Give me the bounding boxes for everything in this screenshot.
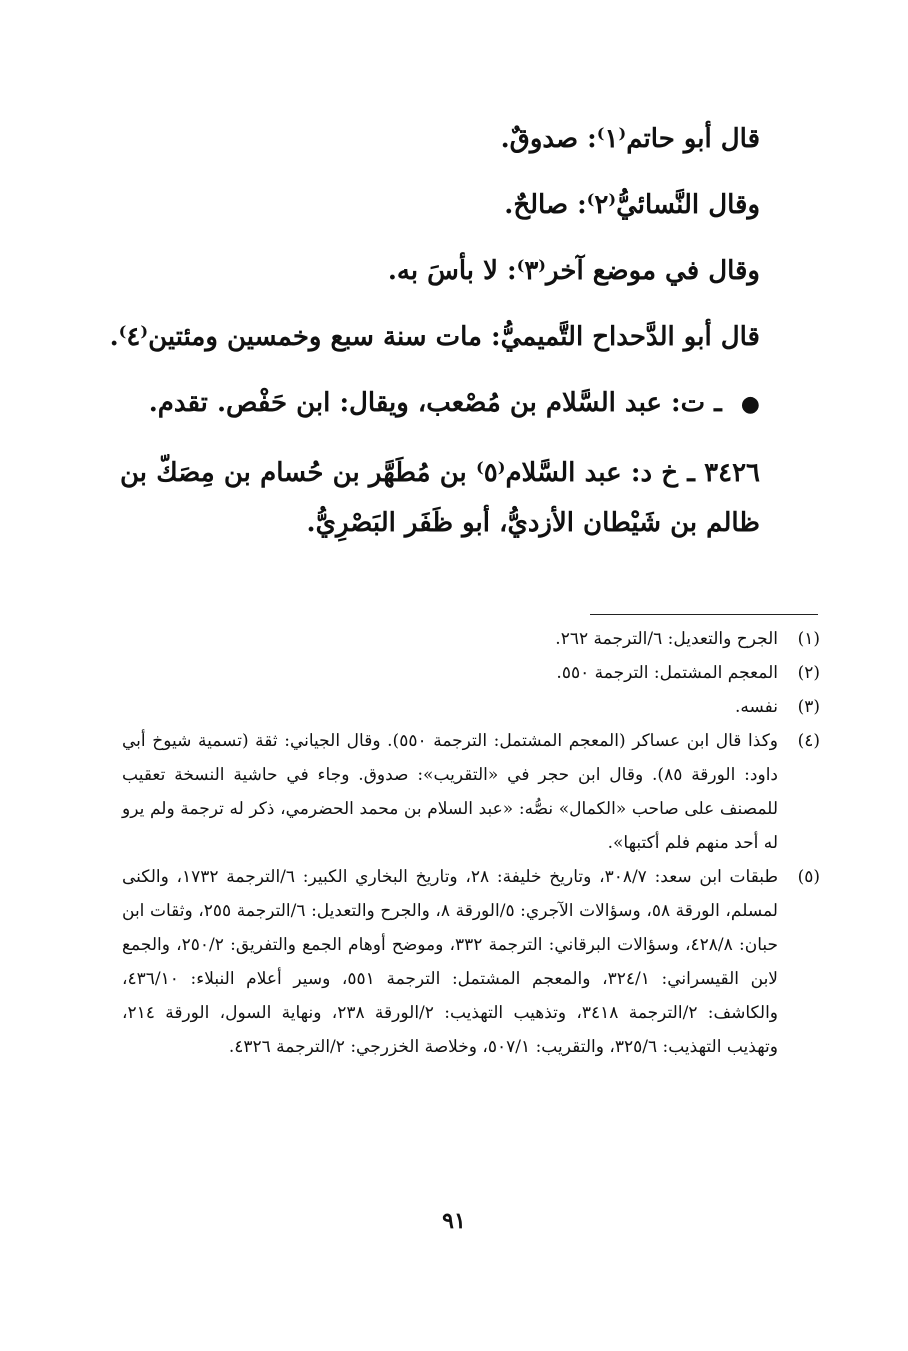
text-line-nasai: وقال النَّسائيُّ⁽٢⁾: صالحٌ. bbox=[504, 190, 760, 220]
footnote-number: (١) bbox=[797, 629, 820, 649]
footnote-divider bbox=[590, 614, 818, 615]
biography-entry-3426: ٣٤٢٦ ـ خ د: عبد السَّلام⁽٥⁾ بن مُطَهَّر بن حُسام بن مِصَكّ بن ظالم بن شَيْطان الأزديُّ، أبو ظَفَر البَصْرِيُّ. bbox=[120, 458, 760, 538]
footnote-number: (٤) bbox=[797, 731, 820, 751]
footnote-4 bbox=[122, 724, 820, 860]
main-text bbox=[109, 112, 760, 548]
footnote-text: نفسه. bbox=[734, 697, 778, 717]
text-line-abu-dahdah: قال أبو الدَّحداح التَّميميُّ: مات سنة سبع وخمسين ومئتين⁽٤⁾. bbox=[109, 322, 760, 352]
footnote-1 bbox=[122, 622, 820, 656]
footnote-text: المعجم المشتمل: الترجمة ٥٥٠. bbox=[556, 663, 778, 683]
text-line-another-place: وقال في موضع آخر⁽٣⁾: لا بأسَ به. bbox=[387, 256, 760, 286]
footnotes bbox=[122, 622, 820, 1064]
footnote-text: طبقات ابن سعد: ٣٠٨/٧، وتاريخ خليفة: ٢٨، وتاريخ البخاري الكبير: ٦/الترجمة ١٧٣٢، والكنى لمسلم، الورقة ٥٨، وسؤالات الآجري: ٥/الورقة ٨، والجرح والتعديل: ٦/الترجمة ٢٥٥، وثقات ابن حبان: ٤٢٨/٨، وسؤالات البرقاني: الترجمة ٣٣٢، وموضح أوهام الجمع والتفريق: ٢٥٠/٢، والجمع لابن القيسراني: ٣٢٤/١، والمعجم المشتمل: الترجمة ٥٥١، وسير أعلام النبلاء: ٤٣٦/١٠، والكاشف: ٢/الترجمة ٣٤١٨، وتذهيب التهذيب: ٢/الورقة ٢٣٨، ونهاية السول، الورقة ٢١٤، وتهذيب التهذيب: ٣٢٥/٦، والتقريب: ٥٠٧/١، وخلاصة الخزرجي: ٢/الترجمة ٤٣٢٦. bbox=[122, 867, 779, 1057]
bullet-marker: ● bbox=[740, 391, 760, 417]
footnote-3 bbox=[122, 690, 820, 724]
footnote-number: (٥) bbox=[797, 867, 820, 887]
text-line-abu-hatim: قال أبو حاتم⁽١⁾: صدوقٌ. bbox=[500, 124, 760, 154]
footnote-text: وكذا قال ابن عساكر (المعجم المشتمل: الترجمة ٥٥٠). وقال الجياني: ثقة (تسمية شيوخ أبي داود: الورقة ٨٥). وقال ابن حجر في «التقريب»: صدوق. وجاء في حاشية النسخة تعقيب للمصنف على صاحب «الكمال» نصُّه: «عبد السلام بن محمد الحضرمي، ذكر له ترجمة ولم يرو له أحد منهم فلم أكتبها». bbox=[122, 731, 778, 853]
page-number: ٩١ bbox=[442, 1208, 466, 1234]
text-line-abd-assalam-musab bbox=[120, 376, 760, 442]
footnote-number: (٢) bbox=[797, 663, 820, 683]
footnote-5 bbox=[122, 860, 820, 1064]
text-abd-assalam-musab: ـ ت: عبد السَّلام بن مُصْعب، ويقال: ابن حَفْص. تقدم. bbox=[148, 388, 722, 418]
footnote-number: (٣) bbox=[797, 697, 820, 717]
footnote-2 bbox=[122, 656, 820, 690]
footnote-text: الجرح والتعديل: ٦/الترجمة ٢٦٢. bbox=[555, 629, 778, 649]
